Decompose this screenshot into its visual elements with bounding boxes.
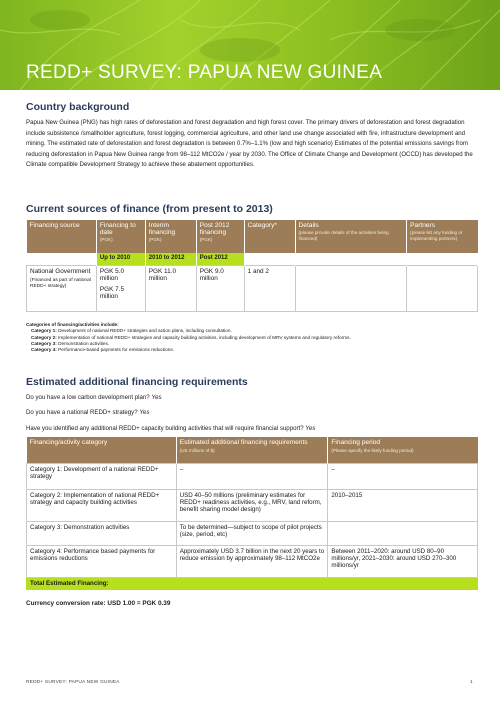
table-row: Category 2: Implementation of national REDD+ strategy and capacity building activities USD 40–50 millions (preliminary estimates for REDD+ readiness activities, e.g., MRV, land reform, benefit sharing model design) 2010–2015 <box>27 489 478 521</box>
table-header-row <box>27 220 478 253</box>
col-financing-source: Financing source <box>27 220 97 253</box>
country-background-text: Papua New Guinea (PNG) has high rates of deforestation and forest degradation and high forest cover. The primary drivers of deforestation and forest degradation include subsistence /smallholder agriculture, forest logging, commercial agriculture, and other land use change associated with fire, infrastructure development and mining. The estimated rate of deforestation and forest degradation is between 0.7%–1.1% (low and high scenario) Estimates of the potential emissions savings from reducing deforestation in Papua New Guinea range from 98–112 MtCO2e / year by 2030. The Office of Climate Change and Development (OCCD) has developed the Climate compatible Development Strategy to achieve these abatement opportunities. <box>26 119 473 169</box>
current-sources-heading: Current sources of finance (from present to 2013) <box>26 203 273 215</box>
categories-note: Categories of financing/activities include: Category 1: Development of national REDD+ strategies and action plans, including consultation. Category 2: Implementation of national REDD+ strategies and capacity building activities, including development of MRV systems and regulatory reforms. Category 3: Demonstration activities. Category 4: Performance-based payments for emissions reductions. <box>26 322 351 353</box>
table-row: Category 1: Development of a national REDD+ strategy – – <box>27 463 478 489</box>
header-banner <box>0 0 500 90</box>
col-estimated-requirements: Estimated additional financing requirements (US millions of $) <box>176 437 328 463</box>
col-details: Details (please provide details of the activities being financed) <box>295 220 407 253</box>
col-financing-period: Financing period (Please specify the likely funding period) <box>328 437 478 463</box>
question-low-carbon-plan: Do you have a low carbon development plan? Yes <box>26 394 162 401</box>
table-row: Category 3: Demonstration activities To be determined—subject to scope of pilot projects (size, period, etc) <box>27 521 478 545</box>
total-label: Total Estimated Financing: <box>27 577 177 589</box>
col-category: Category* <box>244 220 295 253</box>
table-header-row <box>27 437 478 463</box>
footer-title: REDD+ SURVEY: PAPUA NEW GUINEA <box>26 680 120 685</box>
partners-cell <box>407 265 478 311</box>
total-row <box>27 577 478 589</box>
year-up-to-2010: Up to 2010 <box>96 253 145 265</box>
country-background-heading: Country background <box>26 101 130 113</box>
year-post-2012: Post 2012 <box>196 253 244 265</box>
financing-to-date-cell: PGK 5.0 million PGK 7.5 million <box>96 265 145 311</box>
col-partners: Partners (please list any funding or implementing partners) <box>407 220 478 253</box>
estimated-financing-table <box>26 437 478 590</box>
details-cell <box>295 265 407 311</box>
year-2010-2012: 2010 to 2012 <box>145 253 196 265</box>
col-post-2012: Post 2012 financing (PGK) <box>196 220 244 253</box>
currency-conversion: Currency conversion rate: USD 1.00 = PGK 0.39 <box>26 600 171 607</box>
col-interim-financing: Interim financing (PGK) <box>145 220 196 253</box>
banner-title: REDD+ SURVEY: PAPUA NEW GUINEA <box>26 62 383 83</box>
col-financing-to-date: Financing to date (PGK) <box>96 220 145 253</box>
col-activity-category: Financing/activity category <box>27 437 177 463</box>
question-capacity-building: Have you identified any additional REDD+ capacity building activities that will require financial support? Yes <box>26 425 316 432</box>
page-number: 1 <box>470 680 473 685</box>
interim-financing-cell: PGK 11.0 million <box>145 265 196 311</box>
category-cell: 1 and 2 <box>244 265 295 311</box>
estimated-financing-heading: Estimated additional financing requirements <box>26 376 248 388</box>
financing-source-cell: National Government (Financed as part of national REDD+ strategy) <box>27 265 97 311</box>
current-sources-table <box>26 220 478 312</box>
table-row: Category 4: Performance based payments for emissions reductions Approximately USD 3.7 billion in the next 20 years to reduce emission by approximately 98–112 MtCO2e Between 2011–2020: around USD 80–90 millions/yr, 2021–2030: around USD 270–300 millions/yr <box>27 545 478 577</box>
post-2012-cell: PGK 9.0 million <box>196 265 244 311</box>
table-row <box>27 265 478 311</box>
question-national-strategy: Do you have a national REDD+ strategy? Yes <box>26 409 150 416</box>
years-row <box>27 253 478 265</box>
